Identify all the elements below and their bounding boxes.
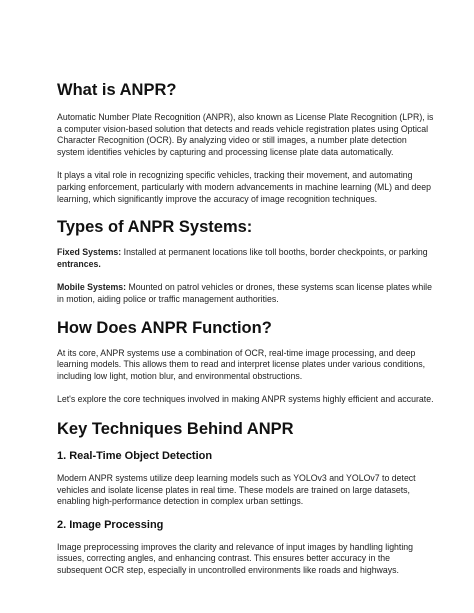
paragraph-explore-techniques: Let's explore the core techniques involved in making ANPR systems highly efficient and accurate.: [57, 394, 434, 405]
paragraph-anpr-definition: Automatic Number Plate Recognition (ANPR), also known as License Plate Recognition (LPR), is a computer vision-based solution that detects and reads vehicle registration plates using Optical Character Recognition (OCR). By analyzing video or still images, a number plate detection system identifies vehicles by capturing and processing license plate data automatically.: [57, 112, 434, 157]
mobile-systems-text: Mounted on patrol vehicles or drones, these systems scan license plates while in motion, aiding police or traffic management authorities.: [57, 282, 432, 304]
heading-key-techniques: Key Techniques Behind ANPR: [57, 419, 294, 438]
paragraph-fixed-systems: [57, 247, 434, 270]
paragraph-mobile-systems: [57, 282, 434, 305]
paragraph-anpr-core: At its core, ANPR systems use a combination of OCR, real-time image processing, and deep learning models. This allows them to read and interpret license plates under various conditions, including low light, motion blur, and environmental obstructions.: [57, 347, 426, 381]
paragraph-image-processing: Image preprocessing improves the clarity and relevance of input images by handling lighting issues, correcting angles, and enhancing contrast. This ensures better accuracy in the subsequent OCR step, especially in uncontrolled environments like roads and highways.: [57, 541, 414, 575]
subheading-image-processing: 2. Image Processing: [57, 518, 164, 531]
heading-what-is-anpr: What is ANPR?: [57, 81, 177, 99]
paragraph-anpr-role: It plays a vital role in recognizing specific vehicles, tracking their movement, and automating parking enforcement, particularly with modern advancements in machine learning (ML) and deep learning, which significantly improve the accuracy of image recognition techniques.: [57, 170, 432, 204]
heading-how-does-anpr-function: How Does ANPR Function?: [57, 318, 272, 337]
fixed-systems-label: Fixed Systems:: [57, 247, 122, 258]
paragraph-object-detection: Modern ANPR systems utilize deep learning models such as YOLOv3 and YOLOv7 to detect vehicles and isolate license plates in real time. These models are trained on large datasets, enabling high-performance detection in complex urban settings.: [57, 472, 416, 507]
heading-types-of-anpr: Types of ANPR Systems:: [57, 218, 253, 237]
subheading-real-time-object-detection: 1. Real-Time Object Detection: [57, 449, 213, 462]
fixed-systems-tail: entrances.: [57, 258, 101, 269]
fixed-systems-text: Installed at permanent locations like toll booths, border checkpoints, or parking: [121, 247, 428, 258]
mobile-systems-label: Mobile Systems:: [57, 282, 127, 293]
